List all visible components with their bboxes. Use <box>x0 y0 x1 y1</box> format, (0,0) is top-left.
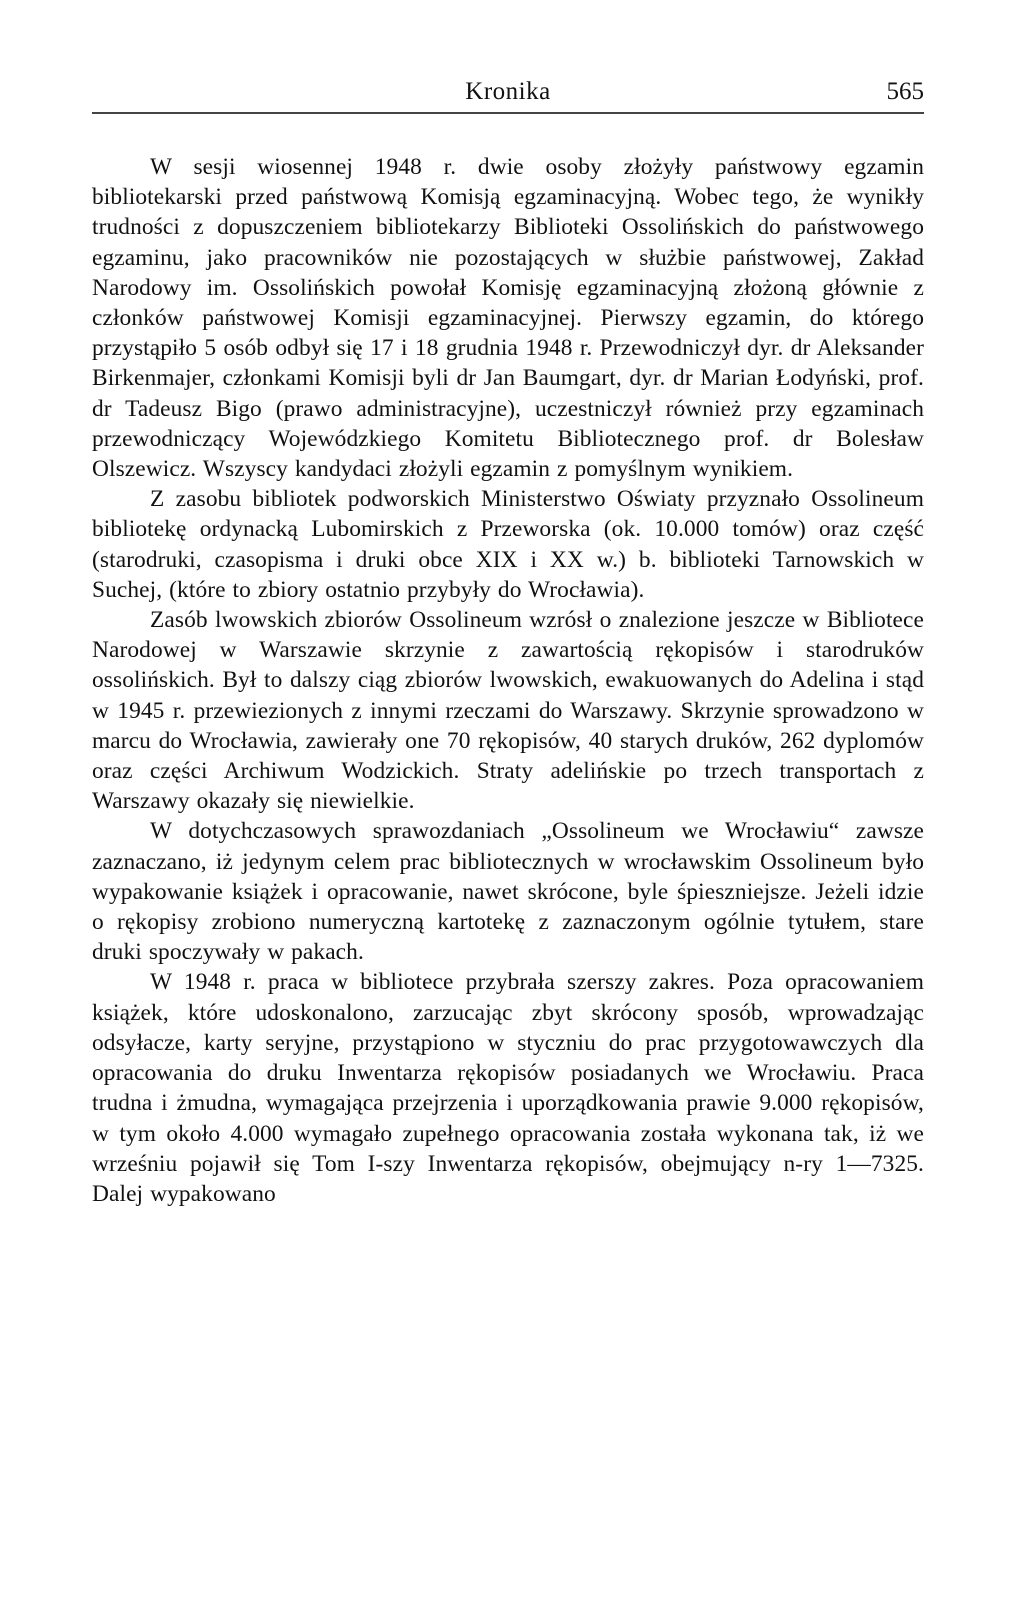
paragraph-lwow-collections: Zasób lwowskich zbiorów Ossolineum wzrósł o znalezione jeszcze w Bibliotece Narodowej w Warszawie skrzynie z zawartością rękopisów i starodruków ossolińskich. Był to dalszy ciąg zbiorów lwowskich, ewakuowanych do Adelina i stąd w 1945 r. przewiezionych z innymi rzeczami do Warszawy. Skrzynie sprowadzono w marcu do Wrocławia, zawierały one 70 rękopisów, 40 starych druków, 262 dyplomów oraz części Archiwum Wodzickich. Straty adelińskie po trzech transportach z Warszawy okazały się niewielkie. <box>92 607 924 815</box>
page-number: 565 <box>886 78 924 105</box>
paragraph-work-1948: W 1948 r. praca w bibliotece przybrała szerszy zakres. Poza opracowaniem książek, które udoskonalono, zarzucając zbyt skrócony sposób, wprowadzając odsyłacze, karty seryjne, przystąpiono w styczniu do prac przygotowawczych dla opracowania do druku Inwentarza rękopisów posiadanych we Wrocławiu. Praca trudna i żmudna, wymagająca przejrzenia i uporządkowania prawie 9.000 rękopisów, w tym około 4.000 wymagało zupełnego opracowania została wykonana tak, iż we wrześniu pojawił się Tom I-szy Inwentarza rękopisów, obejmujący n-ry 1—7325. Dalej wypakowano <box>92 969 924 1207</box>
body-text <box>92 152 924 1209</box>
paragraph-exam-session: W sesji wiosennej 1948 r. dwie osoby złożyły państwowy egzamin bibliotekarski przed państwową Komisją egzaminacyjną. Wobec tego, że wynikły trudności z dopuszczeniem bibliotekarzy Biblioteki Ossolińskich do państwowego egzaminu, jako pracowników nie pozostających w służbie państwowej, Zakład Narodowy im. Ossolińskich powołał Komisję egzaminacyjną złożoną głównie z członków państwowej Komisji egzaminacyjnej. Pierwszy egzamin, do którego przystąpiło 5 osób odbył się 17 i 18 grudnia 1948 r. Przewodniczył dyr. dr Aleksander Birkenmajer, członkami Komisji byli dr Jan Baumgart, dyr. dr Marian Łodyński, prof. dr Tadeusz Bigo (prawo administracyjne), uczestniczył również przy egzaminach przewodniczący Wojewódzkiego Komitetu Bibliotecznego prof. dr Bolesław Olszewicz. Wszyscy kandydaci złożyli egzamin z pomyślnym wynikiem. <box>92 154 924 483</box>
header-rule <box>92 112 924 114</box>
paragraph-manor-libraries: Z zasobu bibliotek podworskich Ministerstwo Oświaty przyznało Ossolineum bibliotekę ordynacką Lubomirskich z Przeworska (ok. 10.000 tomów) oraz część (starodruki, czasopisma i druki obce XIX i XX w.) b. biblioteki Tarnowskich w Suchej, (które to zbiory ostatnio przybyły do Wrocławia). <box>92 486 924 603</box>
page-header <box>92 72 924 112</box>
running-title: Kronika <box>465 78 551 105</box>
document-page <box>92 72 924 1209</box>
paragraph-previous-reports: W dotychczasowych sprawozdaniach „Ossolineum we Wrocławiu“ zawsze zaznaczano, iż jedynym celem prac bibliotecznych w wrocławskim Ossolineum było wypakowanie książek i opracowanie, nawet skrócone, byle śpieszniejsze. Jeżeli idzie o rękopisy zrobiono numeryczną kartotekę z zaznaczonym ogólnie tytułem, stare druki spoczywały w pakach. <box>92 818 924 966</box>
